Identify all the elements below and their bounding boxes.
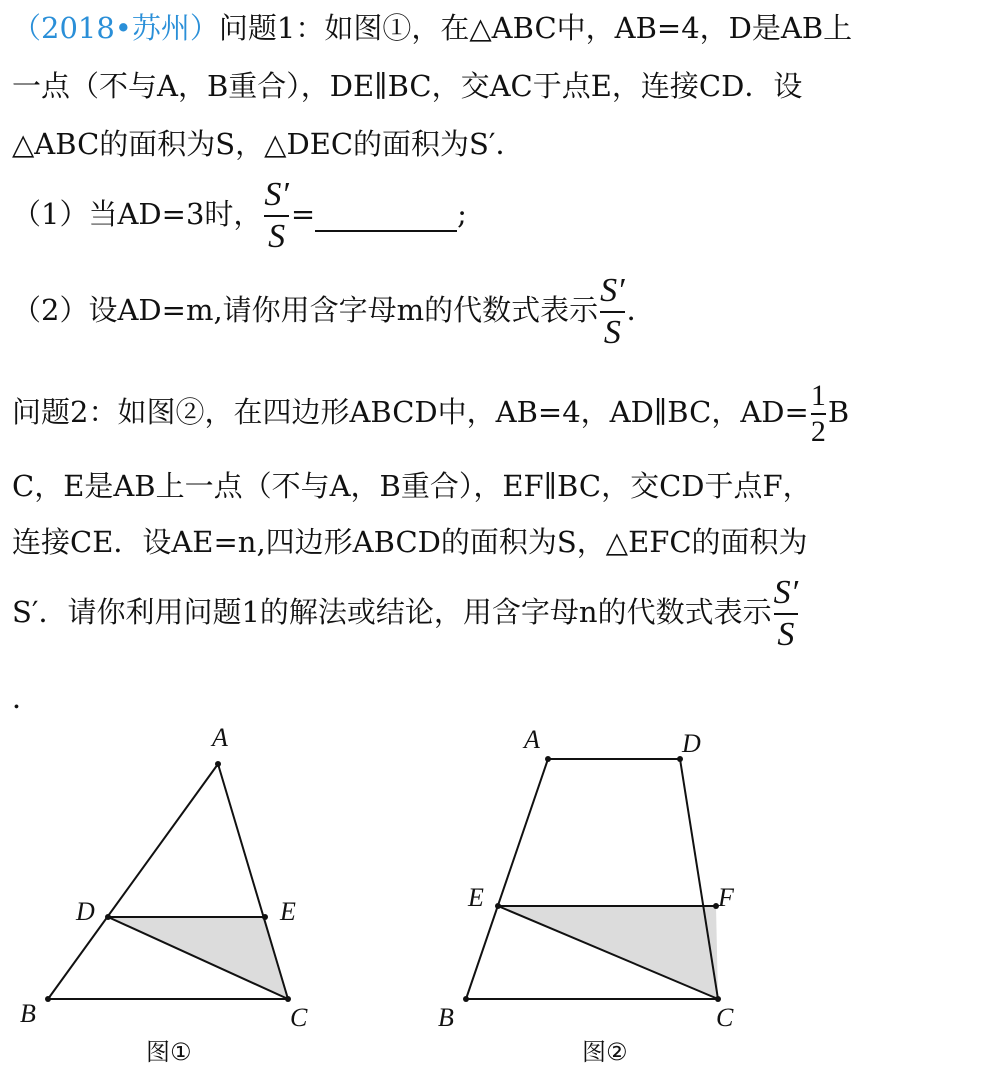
label-c: C (716, 1003, 734, 1032)
question2-end: ． (12, 681, 42, 715)
source-tag: （2018•苏州） (12, 11, 219, 45)
point-b (45, 996, 51, 1002)
ratio-fraction (264, 176, 288, 256)
figure1-caption: 图① (146, 1038, 192, 1066)
label-f: F (718, 883, 734, 912)
half-denominator: 2 (810, 415, 826, 448)
question1-line3: △ABC的面积为S，△DEC的面积为S′． (12, 127, 525, 161)
question2-line3: 连接CE．设AE=n,四边形ABCD的面积为S，△EFC的面积为 (12, 525, 808, 559)
point-a (215, 761, 221, 767)
question2-line1 (12, 372, 849, 452)
part2-line (12, 270, 656, 352)
question1-line2: 一点（不与A，B重合），DE∥BC，交AC于点E，连接CD．设 (12, 69, 803, 103)
segment-ab (48, 764, 218, 999)
label-a: A (212, 723, 228, 752)
fraction-numerator: S′ (264, 176, 289, 213)
label-e: E (280, 897, 296, 926)
part1-end: ; (457, 197, 467, 231)
label-b: B (438, 1003, 454, 1032)
label-e: E (468, 883, 484, 912)
q2-text-1b: B (827, 395, 850, 429)
point-a (545, 756, 551, 762)
fraction-denominator: S (268, 218, 286, 255)
half-numerator: 1 (810, 379, 826, 412)
ratio-fraction (774, 574, 798, 654)
point-e (262, 914, 268, 920)
fraction-denominator: S (603, 314, 621, 351)
question1-line1 (12, 8, 852, 48)
label-a: A (524, 725, 540, 754)
part1-prefix: （1）当AD=3时， (12, 197, 263, 231)
fraction-numerator: S′ (773, 574, 799, 611)
point-c (715, 996, 721, 1002)
q1-text-1: 问题1：如图①，在△ABC中，AB=4，D是AB上 (218, 11, 853, 45)
ratio-fraction (600, 272, 624, 352)
point-c (285, 996, 291, 1002)
q2-text-4: S′．请你利用问题1的解法或结论，用含字母n的代数式表示 (12, 595, 772, 629)
label-d: D (682, 729, 701, 758)
figure1-triangle (0, 718, 360, 1078)
part1-equals: = (290, 197, 316, 231)
answer-blank[interactable] (315, 200, 457, 232)
half-fraction (811, 380, 826, 448)
segment-ab (466, 759, 548, 999)
point-b (463, 996, 469, 1002)
question2-line2: C，E是AB上一点（不与A，B重合），EF∥BC，交CD于点F， (12, 469, 812, 503)
point-d (105, 914, 111, 920)
part2-end: ． (626, 293, 656, 327)
question2-line4 (12, 572, 800, 654)
figure2-caption: 图② (582, 1038, 628, 1066)
figure2-trapezoid (420, 718, 780, 1078)
label-b: B (20, 999, 36, 1028)
fraction-denominator: S (777, 616, 795, 653)
point-e (495, 903, 501, 909)
label-c: C (290, 1003, 308, 1032)
q2-text-1a: 问题2：如图②，在四边形ABCD中，AB=4，AD∥BC，AD= (12, 395, 809, 429)
part1-line (12, 174, 467, 256)
part2-prefix: （2）设AD=m,请你用含字母m的代数式表示 (12, 293, 599, 327)
fraction-numerator: S′ (600, 272, 625, 309)
label-d: D (76, 897, 95, 926)
